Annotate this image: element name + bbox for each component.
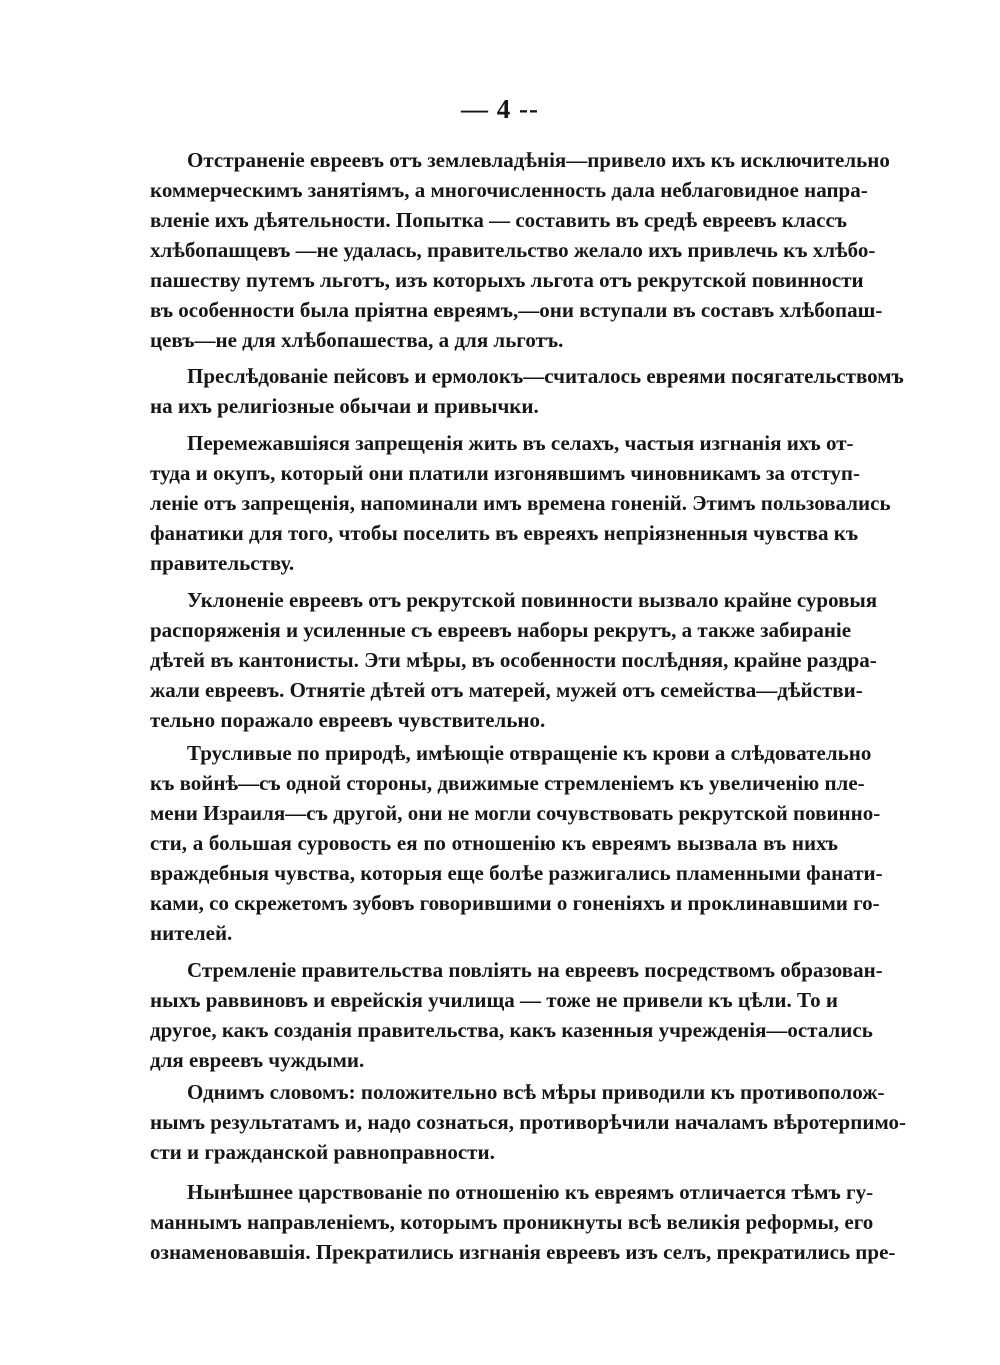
paragraph-5	[150, 738, 883, 948]
text-line: въ особенности была пріятна евреямъ,—они вступали въ составъ хлѣбопаш-	[150, 298, 883, 322]
paragraph-2	[150, 361, 904, 421]
text-line: ознаменовавшія. Прекратились изгнанія евреевъ изъ селъ, прекратились пре-	[150, 1240, 896, 1264]
text-line: для евреевъ чуждыми.	[150, 1048, 365, 1072]
text-line: распоряженія и усиленные съ евреевъ наборы рекрутъ, а также забираніе	[150, 618, 852, 642]
paragraph-7	[150, 1077, 906, 1167]
text-line: туда и окупъ, который они платили изгонявшимъ чиновникамъ за отступ-	[150, 461, 860, 485]
text-line: къ войнѣ—съ одной стороны, движимые стремленіемъ къ увеличенію пле-	[150, 771, 865, 795]
text-line: сти и гражданской равноправности.	[150, 1140, 495, 1164]
text-line: жали евреевъ. Отнятіе дѣтей отъ матерей, мужей отъ семейства—дѣйстви-	[150, 678, 863, 702]
text-line: Нынѣшнее царствованіе по отношенію къ евреямъ отличается тѣмъ гу-	[187, 1180, 874, 1204]
text-line: хлѣбопашцевъ —не удалась, правительство желало ихъ привлечь къ хлѣбо-	[150, 238, 876, 262]
text-line: Трусливые по природѣ, имѣющіе отвращеніе къ крови а слѣдовательно	[187, 741, 872, 765]
paragraph-3	[150, 428, 891, 578]
text-line: враждебныя чувства, которыя еще болѣе разжигались пламенными фанати-	[150, 861, 883, 885]
text-line: мени Израиля—съ другой, они не могли сочувствовать рекрутской повинно-	[150, 801, 881, 825]
text-line: Уклоненіе евреевъ отъ рекрутской повинности вызвало крайне суровыя	[187, 588, 878, 612]
text-line: нымъ результатамъ и, надо сознаться, противорѣчили началамъ вѣротерпимо-	[150, 1110, 906, 1134]
text-line: тельно поражало евреевъ чувствительно.	[150, 708, 546, 732]
paragraph-6	[150, 955, 883, 1075]
text-line: нителей.	[150, 921, 233, 945]
page-number: — 4 --	[461, 94, 539, 124]
text-line: коммерческимъ занятіямъ, а многочисленность дала неблаговидное напра-	[150, 178, 868, 202]
paragraph-4	[150, 585, 878, 735]
text-line: правительству.	[150, 551, 295, 575]
text-line: Отстраненіе евреевъ отъ землевладѣнія—привело ихъ къ исключительно	[187, 148, 890, 172]
paragraph-1	[150, 145, 890, 355]
text-line: вленіе ихъ дѣятельности. Попытка — составить въ средѣ евреевъ классъ	[150, 208, 848, 232]
text-line: дѣтей въ кантонисты. Эти мѣры, въ особенности послѣдняя, крайне раздра-	[150, 648, 877, 672]
text-line: маннымъ направленіемъ, которымъ проникнуты всѣ великія реформы, его	[150, 1210, 874, 1234]
text-line: цевъ—не для хлѣбопашества, а для льготъ.	[150, 328, 564, 352]
text-line: Однимъ словомъ: положительно всѣ мѣры приводили къ противополож-	[187, 1080, 885, 1104]
text-line: Преслѣдованіе пейсовъ и ермолокъ—считалось евреями посягательствомъ	[187, 364, 904, 388]
text-line: сти, а большая суровость ея по отношенію къ евреямъ вызвала въ нихъ	[150, 831, 838, 855]
text-line: Стремленіе правительства повліять на евреевъ посредствомъ образован-	[187, 958, 883, 982]
text-line: ками, со скрежетомъ зубовъ говорившими о гоненіяхъ и проклинавшими го-	[150, 891, 880, 915]
text-line: ныхъ раввиновъ и еврейскія училища — тоже не привели къ цѣли. То и	[150, 988, 838, 1012]
text-line: другое, какъ созданія правительства, какъ казенныя учрежденія—остались	[150, 1018, 873, 1042]
text-line: пашеству путемъ льготъ, изъ которыхъ льгота отъ рекрутской повинности	[150, 268, 864, 292]
text-line: Перемежавшіяся запрещенія жить въ селахъ, частыя изгнанія ихъ от-	[187, 431, 854, 455]
text-line: фанатики для того, чтобы поселить въ евреяхъ непріязненныя чувства къ	[150, 521, 859, 545]
paragraph-8	[150, 1177, 896, 1267]
text-line: леніе отъ запрещенія, напоминали имъ времена гоненій. Этимъ пользовались	[150, 491, 891, 515]
text-line: на ихъ религіозные обычаи и привычки.	[150, 394, 539, 418]
